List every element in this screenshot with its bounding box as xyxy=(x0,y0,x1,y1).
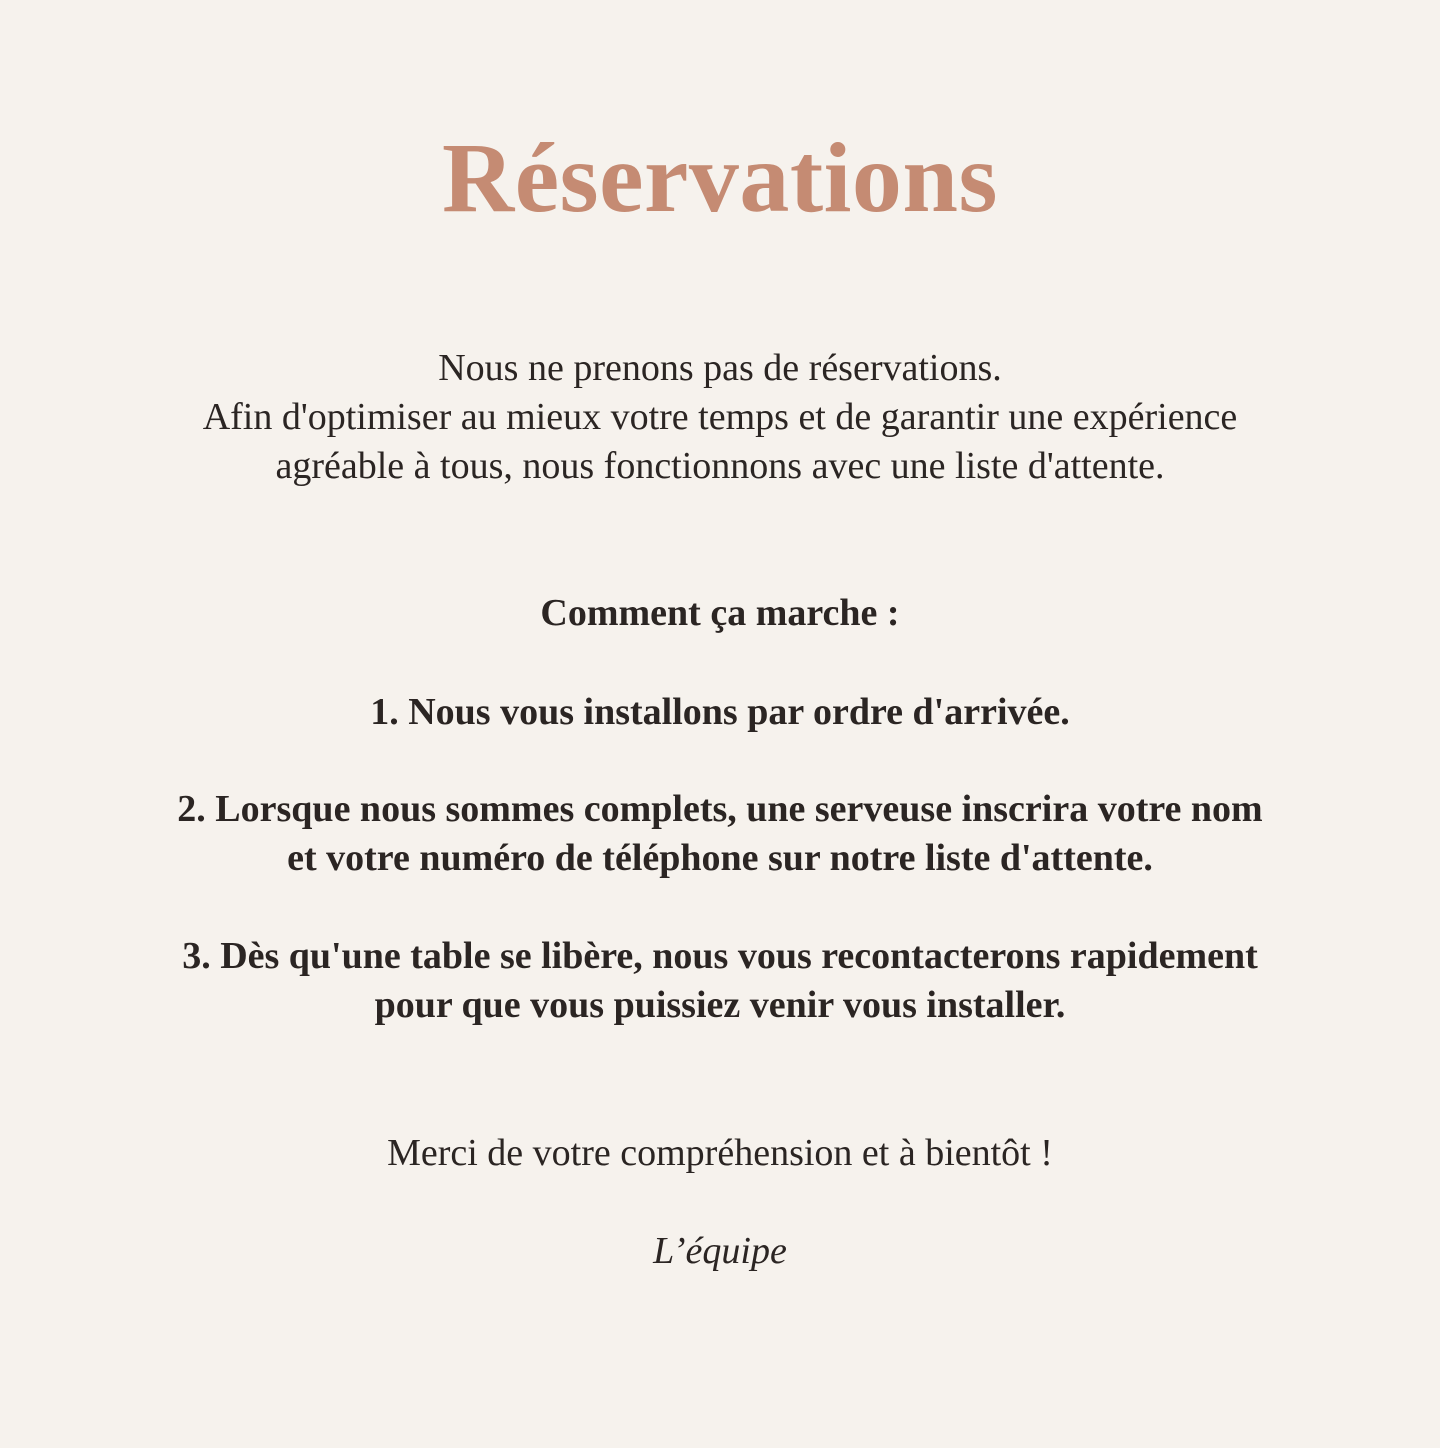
signature: L’équipe xyxy=(653,1230,787,1272)
step-2-text-line-1: 2. Lorsque nous sommes complets, une serveuse inscrira votre nom xyxy=(177,788,1263,830)
step-1-text: 1. Nous vous installons par ordre d'arrivée. xyxy=(370,691,1070,733)
step-3-text-line-1: 3. Dès qu'une table se libère, nous vous recontacterons rapidement xyxy=(182,935,1258,977)
how-it-works-heading: Comment ça marche : xyxy=(540,592,900,634)
closing-message: Merci de votre compréhension et à bientôt ! xyxy=(387,1132,1053,1174)
intro-line-2: Afin d'optimiser au mieux votre temps et de garantir une expérience xyxy=(202,396,1238,438)
intro-line-3: agréable à tous, nous fonctionnons avec une liste d'attente. xyxy=(275,445,1165,487)
intro-line-1: Nous ne prenons pas de réservations. xyxy=(438,347,1002,389)
step-3-text-line-2: pour que vous puissiez venir vous installer. xyxy=(374,984,1066,1026)
page-title: Réservations xyxy=(442,122,998,233)
step-2-text-line-2: et votre numéro de téléphone sur notre liste d'attente. xyxy=(287,837,1153,879)
